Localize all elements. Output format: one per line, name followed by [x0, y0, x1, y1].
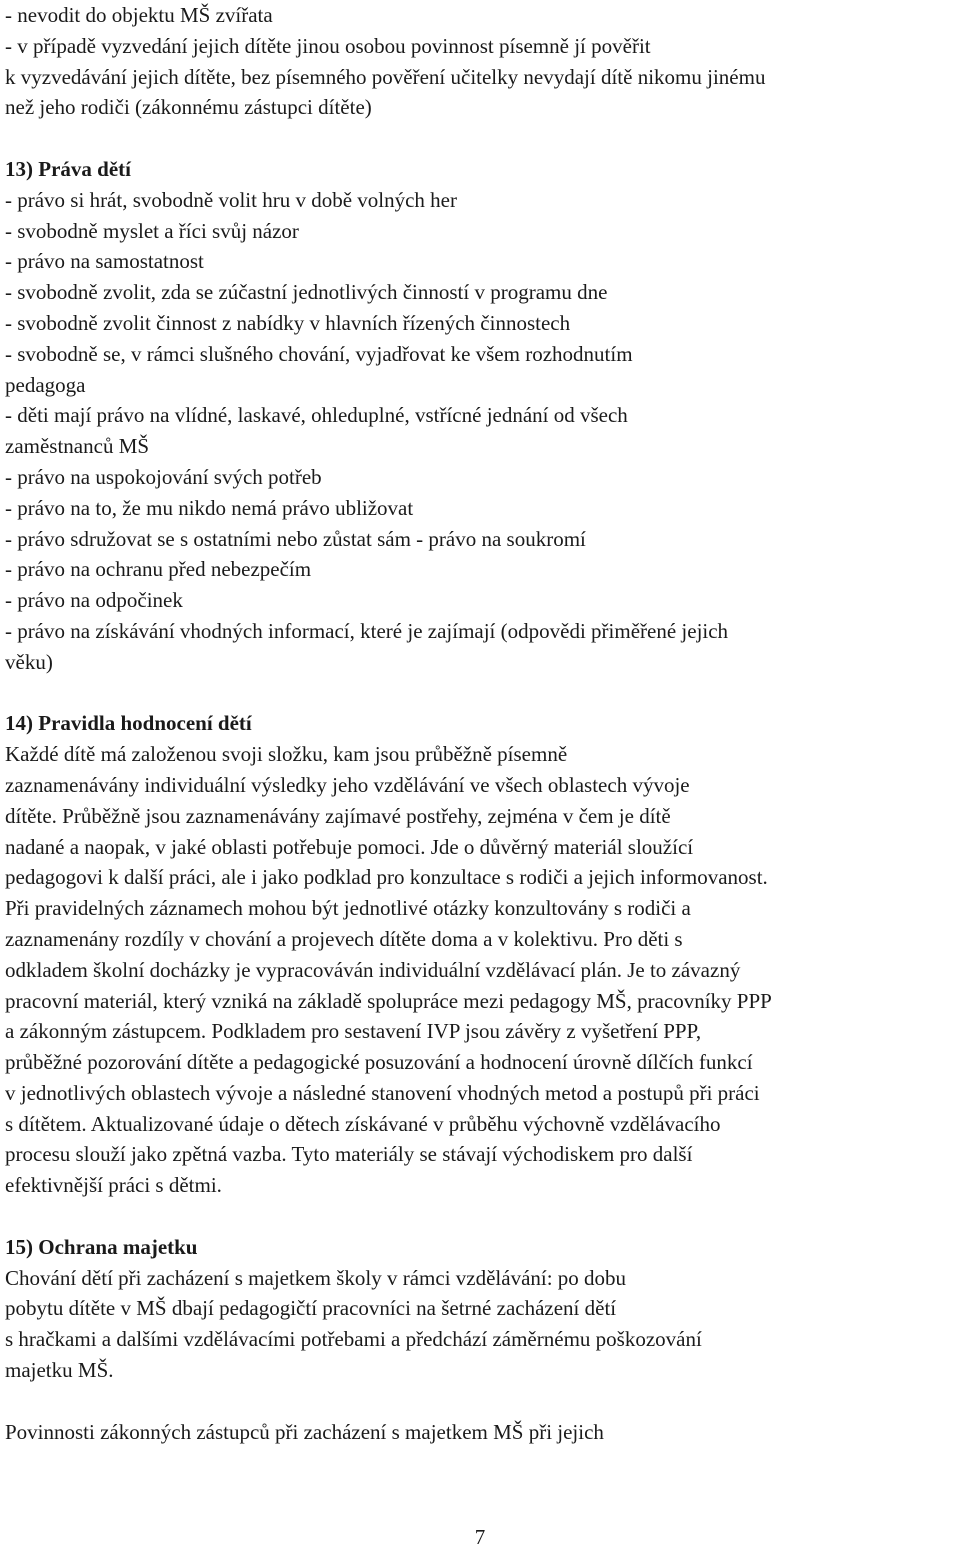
child-right-item: - svobodně zvolit činnost z nabídky v hlavních řízených činnostech	[5, 310, 571, 335]
section-14-text-line: v jednotlivých oblastech vývoje a následné stanovení vhodných metod a postupů při práci	[5, 1080, 760, 1105]
intro-block	[5, 0, 960, 123]
section-14-text-line: pedagogovi k další práci, ale i jako podklad pro konzultace s rodiči a jejich informovanost.	[5, 865, 768, 890]
section-15	[5, 1232, 960, 1448]
child-right-item: - svobodně myslet a říci svůj názor	[5, 218, 299, 243]
section-13	[5, 154, 960, 678]
section-14-text-line: zaznamenány rozdíly v chování a projevech dítěte doma a v kolektivu. Pro děti s	[5, 926, 683, 951]
intro-line: - v případě vyzvedání jejich dítěte jinou osobou povinnost písemně jí pověřit	[5, 33, 651, 58]
section-15-text-line: Chování dětí při zacházení s majetkem školy v rámci vzdělávání: po dobu	[5, 1265, 627, 1290]
section-15-text-line: majetku MŠ.	[5, 1358, 114, 1383]
section-14-text-line: nadané a naopak, v jaké oblasti potřebuje pomoci. Jde o důvěrný materiál sloužící	[5, 834, 694, 859]
section-15-heading: 15) Ochrana majetku	[5, 1234, 198, 1259]
section-14-text-line: a zákonným zástupcem. Podkladem pro sestavení IVP jsou závěry z vyšetření PPP,	[5, 1019, 702, 1044]
child-right-item: - právo na odpočinek	[5, 588, 183, 613]
section-14-text-line: s dítětem. Aktualizované údaje o dětech získávané v průběhu výchovně vzdělávacího	[5, 1111, 721, 1136]
child-right-item: - právo na získávání vhodných informací, které je zajímají (odpovědi přiměřené jejich	[5, 618, 729, 643]
document-page	[5, 0, 960, 1447]
intro-line: k vyzvedávání jejich dítěte, bez písemného pověření učitelky nevydají dítě nikomu jinému	[5, 64, 766, 89]
intro-line: - nevodit do objektu MŠ zvířata	[5, 3, 273, 27]
child-right-item: věku)	[5, 649, 53, 674]
section-15-closing-line: Povinnosti zákonných zástupců při zacházení s majetkem MŠ při jejich	[5, 1419, 604, 1444]
child-right-item: - právo na ochranu před nebezpečím	[5, 557, 312, 582]
spacer	[5, 1201, 960, 1232]
child-right-item: - právo si hrát, svobodně volit hru v době volných her	[5, 187, 457, 212]
child-right-item: - děti mají právo na vlídné, laskavé, ohleduplné, vstřícné jednání od všech	[5, 403, 628, 428]
child-right-item: - právo na uspokojování svých potřeb	[5, 464, 322, 489]
section-14-text-line: odkladem školní docházky je vypracováván individuální vzdělávací plán. Je to závazný	[5, 957, 741, 982]
section-13-heading: 13) Práva dětí	[5, 156, 131, 181]
section-14-text-line: Každé dítě má založenou svoji složku, kam jsou průběžně písemně	[5, 742, 568, 767]
section-15-text-line: pobytu dítěte v MŠ dbají pedagogičtí pracovníci na šetrné zacházení dětí	[5, 1296, 617, 1321]
section-14-text-line: průběžné pozorování dítěte a pedagogické posuzování a hodnocení úrovně dílčích funkcí	[5, 1050, 753, 1075]
section-14-text-line: dítěte. Průběžně jsou zaznamenávány zajímavé postřehy, zejména v čem je dítě	[5, 803, 671, 828]
section-14-text-line: procesu slouží jako zpětná vazba. Tyto materiály se stávají východiskem pro další	[5, 1142, 693, 1167]
section-14-text-line: Při pravidelných záznamech mohou být jednotlivé otázky konzultovány s rodiči a	[5, 896, 691, 921]
section-14-text-line: efektivnější práci s dětmi.	[5, 1173, 222, 1198]
page-number: 7	[474, 1525, 486, 1549]
section-14-text-line: zaznamenávány individuální výsledky jeho vzdělávání ve všech oblastech vývoje	[5, 772, 690, 797]
spacer	[5, 678, 960, 709]
spacer	[5, 123, 960, 154]
child-right-item: - svobodně zvolit, zda se zúčastní jednotlivých činností v programu dne	[5, 280, 608, 305]
child-right-item: - právo na to, že mu nikdo nemá právo ubližovat	[5, 495, 414, 520]
child-right-item: pedagoga	[5, 372, 86, 397]
spacer	[5, 1386, 960, 1417]
section-15-text-line: s hračkami a dalšími vzdělávacími potřebami a předchází záměrnému poškozování	[5, 1327, 702, 1352]
intro-line: než jeho rodiči (zákonnému zástupci dítěte)	[5, 95, 372, 120]
child-right-item: - právo sdružovat se s ostatními nebo zůstat sám - právo na soukromí	[5, 526, 586, 551]
section-14-text-line: pracovní materiál, který vzniká na základě spolupráce mezi pedagogy MŠ, pracovníky PPP	[5, 988, 772, 1013]
child-right-item: - právo na samostatnost	[5, 249, 204, 274]
child-right-item: zaměstnanců MŠ	[5, 434, 150, 459]
section-14	[5, 708, 960, 1201]
section-14-heading: 14) Pravidla hodnocení dětí	[5, 711, 252, 736]
child-right-item: - svobodně se, v rámci slušného chování, vyjadřovat ke všem rozhodnutím	[5, 341, 633, 366]
